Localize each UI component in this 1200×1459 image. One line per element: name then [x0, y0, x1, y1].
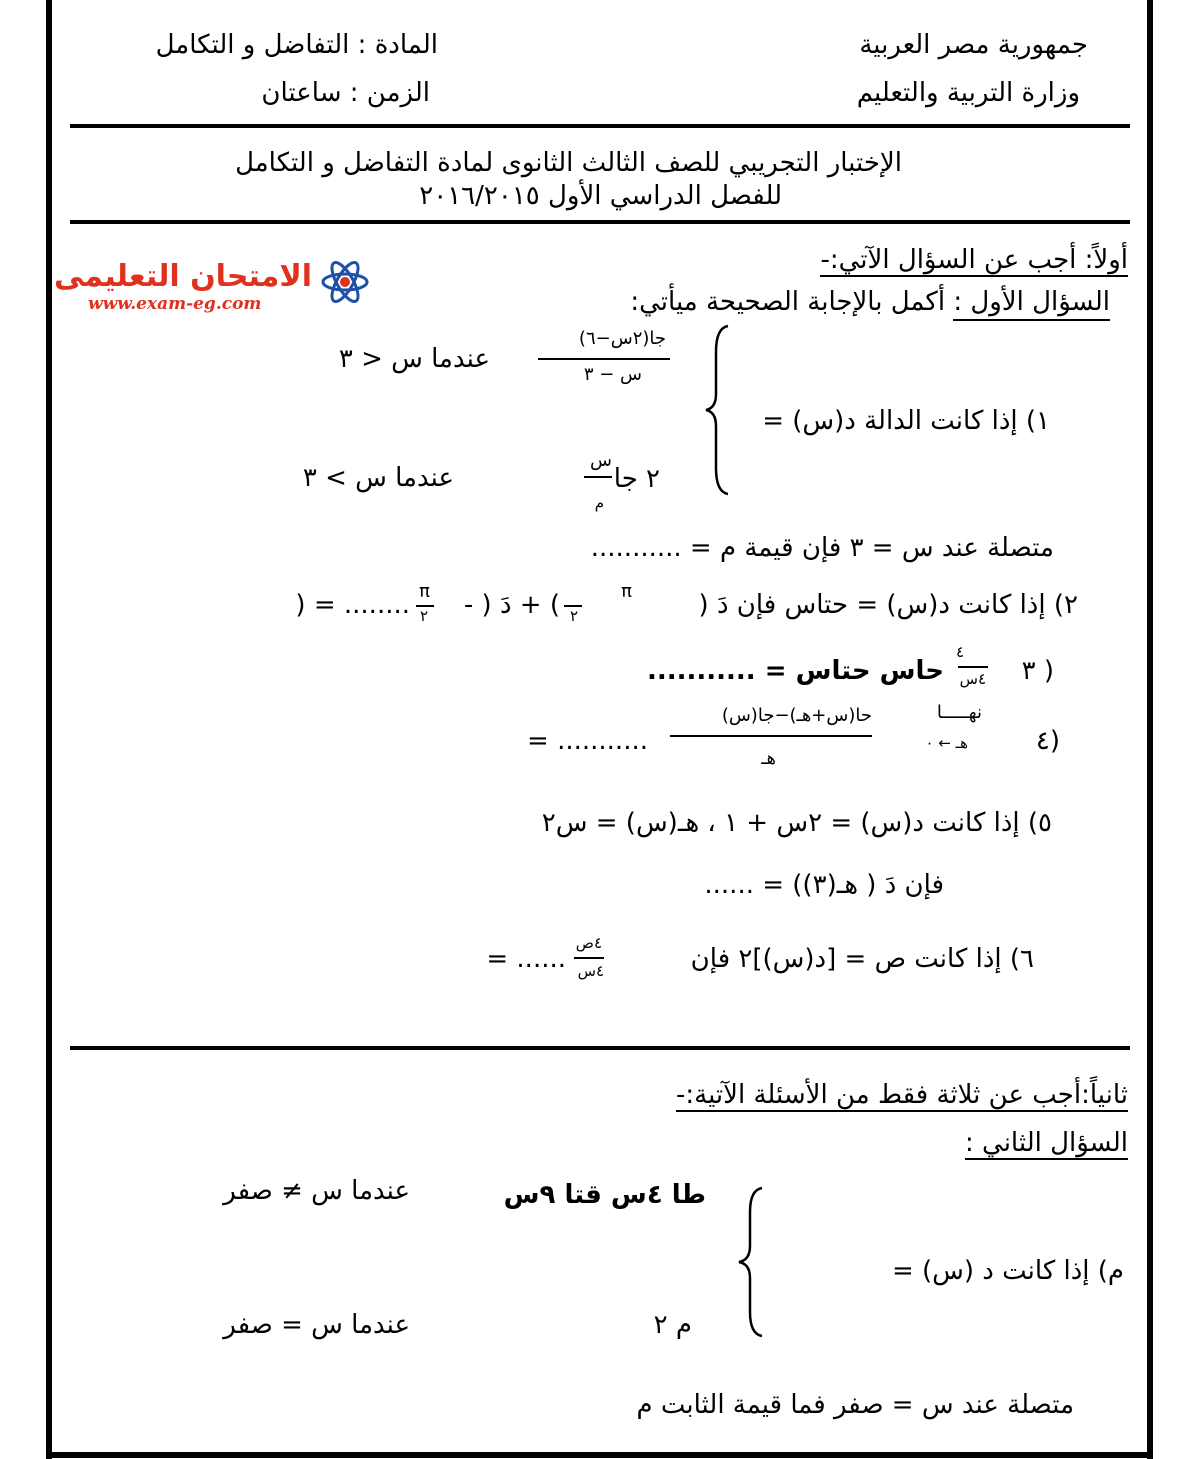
item2-two-2: ٢ [419, 607, 428, 625]
item5-line1: ٥) إذا كانت د(س) = ٢س + ١ ، هـ(س) = س٢ [541, 808, 1052, 838]
item2-lead: ٢) إذا كانت د(س) = حتاس فإن دَ ( [698, 590, 1078, 620]
item4-lead: ٤) [1035, 726, 1060, 756]
item6-denominator: ٤س [577, 962, 604, 980]
item2-mid: ) + دَ ( - [463, 590, 560, 620]
item4-limit-under: هـ ← ٠ [925, 734, 968, 752]
item1-lhs: ١) إذا كانت الدالة د(س) = [762, 406, 1050, 436]
exam-title-line2: للفصل الدراسي الأول ٢٠١٦/٢٠١٥ [419, 181, 782, 211]
title-divider [70, 220, 1130, 224]
item6-lead: ٦) إذا كانت ص = [د(س)]٢ فإن [690, 944, 1034, 974]
item6-numerator: ٤ص [575, 934, 602, 952]
item2-two-1: ٢ [569, 607, 578, 625]
q2a-case2-condition: عندما س = صفر [223, 1310, 410, 1340]
item1-case2-denominator: م [594, 494, 604, 512]
site-logo [53, 256, 374, 318]
item1-case2-coefficient: ٢ جا [613, 464, 660, 494]
header-ministry: وزارة التربية والتعليم [856, 78, 1080, 108]
header-divider [70, 124, 1130, 128]
item1-case1-denominator: س − ٣ [583, 364, 642, 385]
q2a-tail: متصلة عند س = صفر فما قيمة الثابت م [636, 1390, 1074, 1420]
q2a-lhs: م) إذا كانت د (س) = [891, 1256, 1124, 1286]
q1-heading [630, 289, 1110, 315]
item3-denominator: ٤س [959, 670, 986, 688]
item2-pi-2: π [419, 581, 430, 602]
item3-tail: حاس حتاس = ........... [647, 656, 944, 686]
item1-case2-condition: عندما س > ٣ [302, 463, 454, 493]
exam-title-line1: الإختبار التجريبي للصف الثالث الثانوى لمادة التفاضل و التكامل [235, 148, 902, 178]
item1-case2-numerator: س [590, 450, 612, 471]
item1-case1-condition: عندما س < ٣ [338, 344, 490, 374]
item4-limit-word: نهـــــا [936, 702, 982, 723]
page-border-bottom [46, 1452, 1153, 1458]
item1-case2-fraction-bar [584, 476, 612, 478]
item4-numerator: حا(س+هـ)−جا(س) [721, 705, 872, 726]
item4-fraction-bar [670, 735, 872, 737]
logo-text: الامتحان التعليمى [53, 259, 312, 294]
item4-denominator: هـ [761, 748, 776, 769]
logo-url: www.exam-eg.com [88, 294, 262, 314]
item6-fraction-bar [574, 957, 604, 959]
item5-line2: فإن دَ ( هـ(٣)) = ...... [704, 870, 944, 900]
item2-tail: ) = ........ [295, 590, 410, 620]
item6-tail: = ...... [486, 944, 566, 974]
item1-continuity-tail: متصلة عند س = ٣ فإن قيمة م = ........... [590, 533, 1054, 563]
header-subject: المادة : التفاضل و التكامل [155, 30, 438, 60]
q1-instruction: أكمل بالإجابة الصحيحة ميأتي: [630, 287, 954, 317]
q2-label: السؤال الثاني : [965, 1128, 1128, 1158]
header-time: الزمن : ساعتان [261, 78, 430, 108]
item4-tail: = ........... [527, 726, 648, 756]
item1-case1-numerator: جا(٢س−٦) [578, 328, 666, 349]
page-border-left [46, 0, 52, 1459]
item3-fraction-bar [958, 666, 988, 668]
item3-numerator: ٤ [955, 643, 964, 661]
section-divider [70, 1046, 1130, 1050]
item1-case1-fraction-bar [538, 358, 670, 360]
q2a-brace [736, 1184, 770, 1340]
item2-pi-1: π [621, 581, 632, 602]
q2a-case1-condition: عندما س ≠ صفر [223, 1176, 410, 1206]
part1-heading: أولاً: أجب عن السؤال الآتي:- [820, 245, 1128, 275]
part2-heading: ثانياً:أجب عن ثلاثة فقط من الأسئلة الآتية:- [676, 1080, 1128, 1110]
page-border-right [1147, 0, 1153, 1459]
q2a-case2-expression: م ٢ [653, 1310, 692, 1340]
item1-brace [704, 322, 734, 498]
q1-label: السؤال الأول : [953, 287, 1110, 321]
atom-logo-icon [320, 260, 370, 304]
q2a-case1-expression: طا ٤س قتا ٩س [503, 1180, 706, 1210]
item3-lead: ٣ ) [1021, 656, 1054, 686]
header-country: جمهورية مصر العربية [859, 30, 1088, 60]
